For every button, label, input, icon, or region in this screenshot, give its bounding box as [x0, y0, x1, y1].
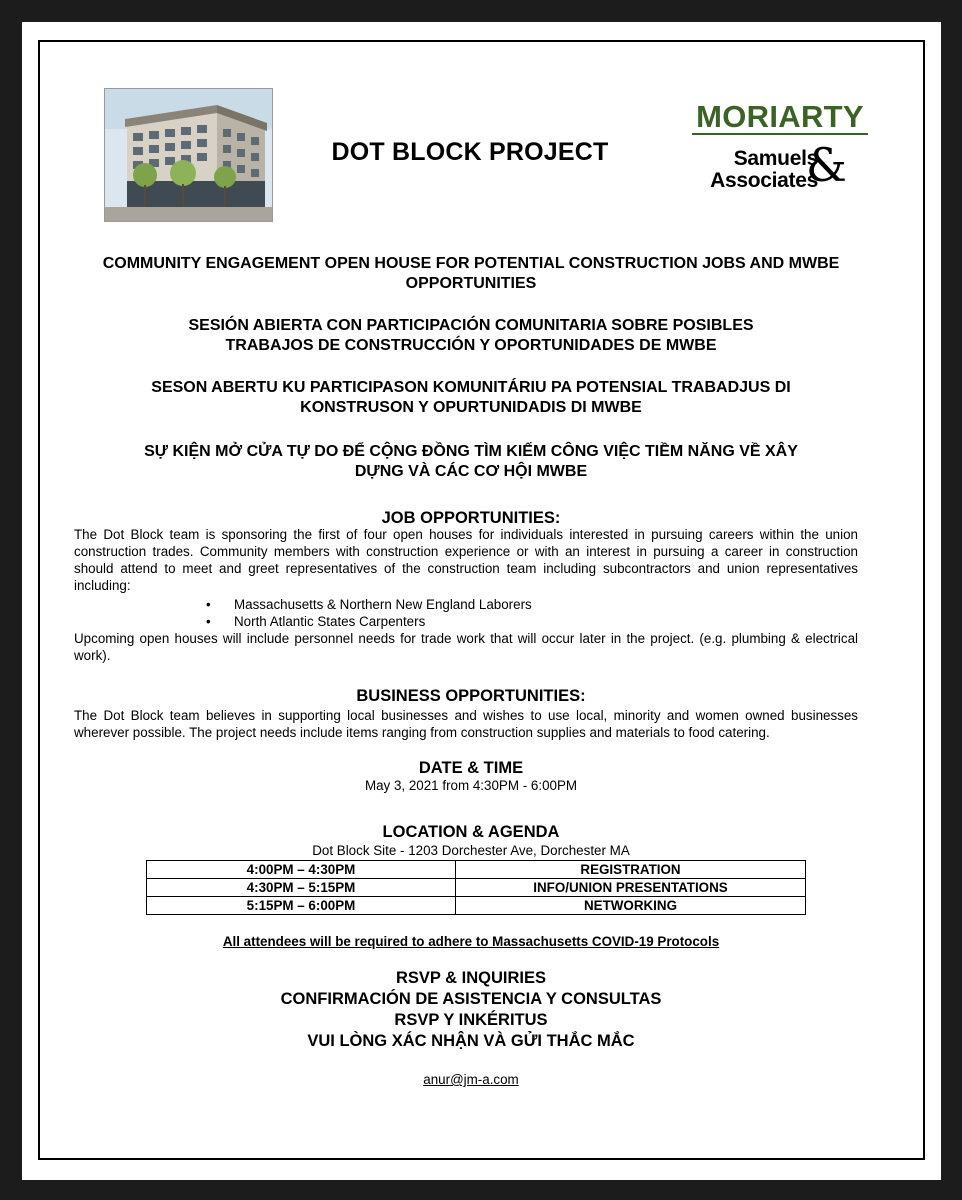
moriarty-logo: MORIARTY — [692, 100, 868, 135]
headline-english: COMMUNITY ENGAGEMENT OPEN HOUSE FOR POTENTIAL CONSTRUCTION JOBS AND MWBE OPPORTUNITIES — [102, 255, 840, 292]
agenda-item: REGISTRATION — [456, 861, 806, 879]
table-row — [147, 861, 806, 879]
agenda-time: 4:00PM – 4:30PM — [147, 861, 456, 879]
logo-associates-text: Associates — [710, 169, 818, 192]
list-item: • North Atlantic States Carpenters — [206, 613, 532, 630]
rsvp-line-spanish: CONFIRMACIÓN DE ASISTENCIA Y CONSULTAS — [280, 990, 662, 1008]
business-opportunities-paragraph: The Dot Block team believes in supporting local businesses and wishes to use local, minority and women owned businesses wherever possible. The project needs include items ranging from construction supplies and materials to food catering. — [74, 708, 858, 740]
table-row — [147, 879, 806, 897]
contact-email-wrap — [70, 1071, 872, 1089]
agenda-item: INFO/UNION PRESENTATIONS — [456, 879, 806, 897]
headline-vietnamese: SỰ KIỆN MỞ CỬA TỰ DO ĐỂ CỘNG ĐỒNG TÌM KIẾM CÔNG VIỆC TIỀM NĂNG VỀ XÂY DỰNG VÀ CÁC CƠ HỘI MWBE — [144, 443, 798, 480]
project-title: DOT BLOCK PROJECT — [331, 138, 609, 166]
job-followup-paragraph: Upcoming open houses will include personnel needs for trade work that will occur later in the project. (e.g. plumbing & electrical work). — [74, 631, 858, 663]
agenda-item: NETWORKING — [456, 897, 806, 915]
contact-email-link[interactable]: anur@jm-a.com — [423, 1072, 519, 1087]
rsvp-line-english: RSVP & INQUIRIES — [395, 969, 547, 987]
agenda-time: 4:30PM – 5:15PM — [147, 879, 456, 897]
job-opportunities-heading: JOB OPPORTUNITIES: — [381, 509, 561, 527]
table-row — [147, 897, 806, 915]
building-rendering-image — [104, 88, 273, 222]
business-opportunities-heading: BUSINESS OPPORTUNITIES: — [356, 687, 586, 705]
agenda-table — [146, 860, 806, 915]
job-opportunities-paragraph: The Dot Block team is sponsoring the first of four open houses for individuals interested in pursuing careers within the union construction trades. Community members with construction experience or with an interest in pursuing a career in construction should attend to meet and greet representatives of the construction team including subcontractors and union representatives including: — [74, 527, 858, 593]
covid-notice: All attendees will be required to adhere to Massachusetts COVID-19 Protocols — [222, 934, 720, 949]
location-address: Dot Block Site - 1203 Dorchester Ave, Dorchester MA — [312, 843, 630, 858]
rsvp-line-vietnamese: VUI LÒNG XÁC NHẬN VÀ GỬI THẮC MẮC — [307, 1032, 635, 1050]
headline-spanish: SESIÓN ABIERTA CON PARTICIPACIÓN COMUNITARIA SOBRE POSIBLES TRABAJOS DE CONSTRUCCIÓN Y OPORTUNIDADES DE MWBE — [188, 317, 754, 354]
logo-samuels-text: Samuels — [733, 147, 818, 170]
location-agenda-heading: LOCATION & AGENDA — [382, 823, 560, 841]
logo-ampersand: & — [806, 138, 847, 192]
rsvp-line-cape-verdean: RSVP Y INKÉRITUS — [394, 1011, 548, 1029]
date-time-value: May 3, 2021 from 4:30PM - 6:00PM — [364, 778, 578, 793]
date-time-heading: DATE & TIME — [418, 759, 524, 777]
samuels-associates-logo — [698, 148, 818, 192]
rsvp-heading — [70, 968, 872, 1052]
headline-cape-verdean: SESON ABERTU KU PARTICIPASON KOMUNITÁRIU PA POTENSIAL TRABADJUS DI KONSTRUSON Y OPURTUNIDADIS DI MWBE — [151, 379, 791, 416]
list-item: • Massachusetts & Northern New England Laborers — [206, 596, 532, 613]
union-list — [206, 596, 532, 630]
agenda-time: 5:15PM – 6:00PM — [147, 897, 456, 915]
